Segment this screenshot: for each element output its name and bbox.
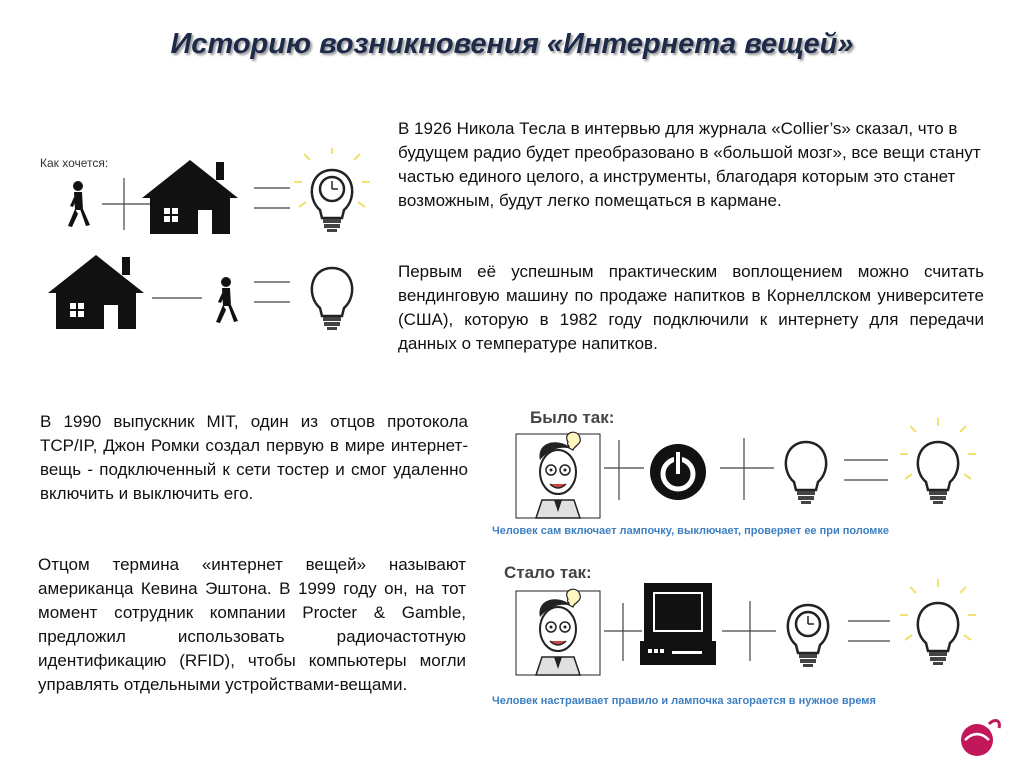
desired-scenario-drawing bbox=[40, 148, 370, 348]
before-scenario-caption: Человек сам включает лампочку, выключает, проверяет ее при поломке bbox=[492, 525, 890, 537]
corner-logo-icon bbox=[955, 710, 1005, 760]
lightbulb-off-icon bbox=[786, 442, 826, 504]
power-button-icon bbox=[650, 444, 706, 500]
surprised-person-icon bbox=[516, 589, 600, 675]
tesla-paragraph: В 1926 Никола Тесла в интервью для журнала «Collier’s» сказал, что в будущем радио будет преобразовано в «большой мозг», все вещи станут частью единого целого, а инструменты, благодаря которым это станет возможным, будут легко помещаться в кармане. bbox=[398, 119, 981, 210]
after-scenario-caption: Человек настраивает правило и лампочка загорается в нужное время bbox=[492, 695, 876, 707]
computer-icon bbox=[640, 583, 716, 665]
lightbulb-icon bbox=[312, 268, 352, 330]
page-title: Историю возникновения «Интернета вещей» bbox=[170, 28, 854, 60]
person-walking-icon bbox=[68, 181, 90, 227]
desired-scenario-label: Как хочется: bbox=[40, 156, 109, 170]
lightbulb-on-icon bbox=[918, 442, 958, 504]
clock-icon bbox=[320, 177, 344, 201]
toaster-paragraph: В 1990 выпускник MIT, один из отцов протокола TCP/IP, Джон Ромки создал первую в мире интернет-вещь - подключенный к сети тостер и смог удаленно включить и выключить его. bbox=[40, 412, 468, 503]
house-icon bbox=[48, 255, 144, 329]
vending-machine-paragraph: Первым её успешным практическим воплощением можно считать вендинговую машину по продаже напитков в Корнеллском университете (США), которую в 1982 году подключили к интернету для передачи данных о температуре напитков. bbox=[398, 262, 984, 353]
after-scenario-figure bbox=[492, 557, 992, 717]
person-walking-icon bbox=[216, 277, 238, 323]
desired-scenario-figure bbox=[40, 148, 370, 348]
before-scenario-figure bbox=[492, 400, 992, 550]
before-scenario-heading: Было так: bbox=[530, 408, 615, 427]
clock-icon bbox=[796, 612, 820, 636]
ashton-paragraph: Отцом термина «интернет вещей» называют американца Кевина Эштона. В 1999 году он, на тот момент сотрудник компании Procter & Gamble, предложил использовать радиочастотную идентификацию (RFID), чтобы компьютеры могли управлять отдельными устройствами-вещами. bbox=[38, 555, 466, 694]
surprised-person-icon bbox=[516, 432, 600, 518]
lightbulb-on-icon bbox=[918, 603, 958, 665]
house-icon bbox=[142, 160, 238, 234]
after-scenario-heading: Стало так: bbox=[504, 563, 592, 582]
